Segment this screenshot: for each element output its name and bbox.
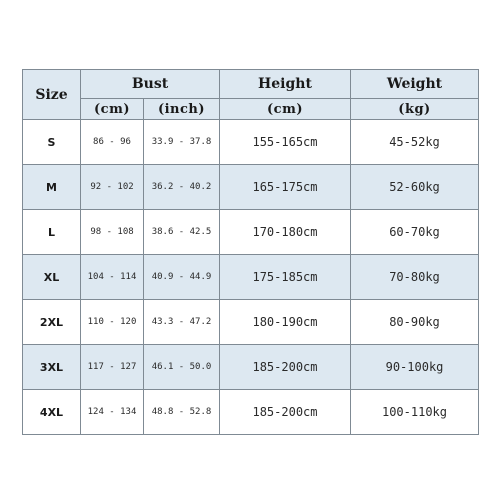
bust-inch-cell: 43.3 - 47.2 — [144, 300, 220, 345]
size-cell: L — [23, 210, 81, 255]
weight-cell: 80-90kg — [351, 300, 479, 345]
table-row — [23, 120, 479, 165]
size-cell: 4XL — [23, 390, 81, 435]
height-cell: 170-180cm — [220, 210, 351, 255]
bust-cm-cell: 117 - 127 — [81, 345, 144, 390]
weight-cell: 90-100kg — [351, 345, 479, 390]
height-cell: 165-175cm — [220, 165, 351, 210]
bust-inch-cell: 38.6 - 42.5 — [144, 210, 220, 255]
table-row — [23, 390, 479, 435]
bust-inch-cell: 40.9 - 44.9 — [144, 255, 220, 300]
table-row — [23, 300, 479, 345]
weight-cell: 100-110kg — [351, 390, 479, 435]
size-cell: XL — [23, 255, 81, 300]
size-cell: M — [23, 165, 81, 210]
weight-cell: 70-80kg — [351, 255, 479, 300]
weight-cell: 45-52kg — [351, 120, 479, 165]
height-cell: 175-185cm — [220, 255, 351, 300]
size-cell: 2XL — [23, 300, 81, 345]
bust-inch-cell: 48.8 - 52.8 — [144, 390, 220, 435]
size-chart-table — [22, 69, 479, 435]
bust-cm-cell: 104 - 114 — [81, 255, 144, 300]
height-cell: 180-190cm — [220, 300, 351, 345]
bust-cm-cell: 110 - 120 — [81, 300, 144, 345]
size-header: Size — [23, 70, 81, 120]
bust-cm-cell: 98 - 108 — [81, 210, 144, 255]
bust-inch-cell: 33.9 - 37.8 — [144, 120, 220, 165]
table-row — [23, 165, 479, 210]
height-unit: (cm) — [220, 99, 351, 120]
table-row — [23, 345, 479, 390]
weight-cell: 60-70kg — [351, 210, 479, 255]
size-cell: S — [23, 120, 81, 165]
bust-inch-cell: 36.2 - 40.2 — [144, 165, 220, 210]
bust-header: Bust — [81, 70, 220, 99]
weight-unit: (kg) — [351, 99, 479, 120]
weight-header: Weight — [351, 70, 479, 99]
bust-cm-cell: 92 - 102 — [81, 165, 144, 210]
height-cell: 155-165cm — [220, 120, 351, 165]
weight-cell: 52-60kg — [351, 165, 479, 210]
height-cell: 185-200cm — [220, 345, 351, 390]
size-cell: 3XL — [23, 345, 81, 390]
height-cell: 185-200cm — [220, 390, 351, 435]
bust-cm-unit: (cm) — [81, 99, 144, 120]
table-row — [23, 210, 479, 255]
height-header: Height — [220, 70, 351, 99]
bust-inch-cell: 46.1 - 50.0 — [144, 345, 220, 390]
bust-inch-unit: (inch) — [144, 99, 220, 120]
bust-cm-cell: 86 - 96 — [81, 120, 144, 165]
table-row — [23, 255, 479, 300]
bust-cm-cell: 124 - 134 — [81, 390, 144, 435]
